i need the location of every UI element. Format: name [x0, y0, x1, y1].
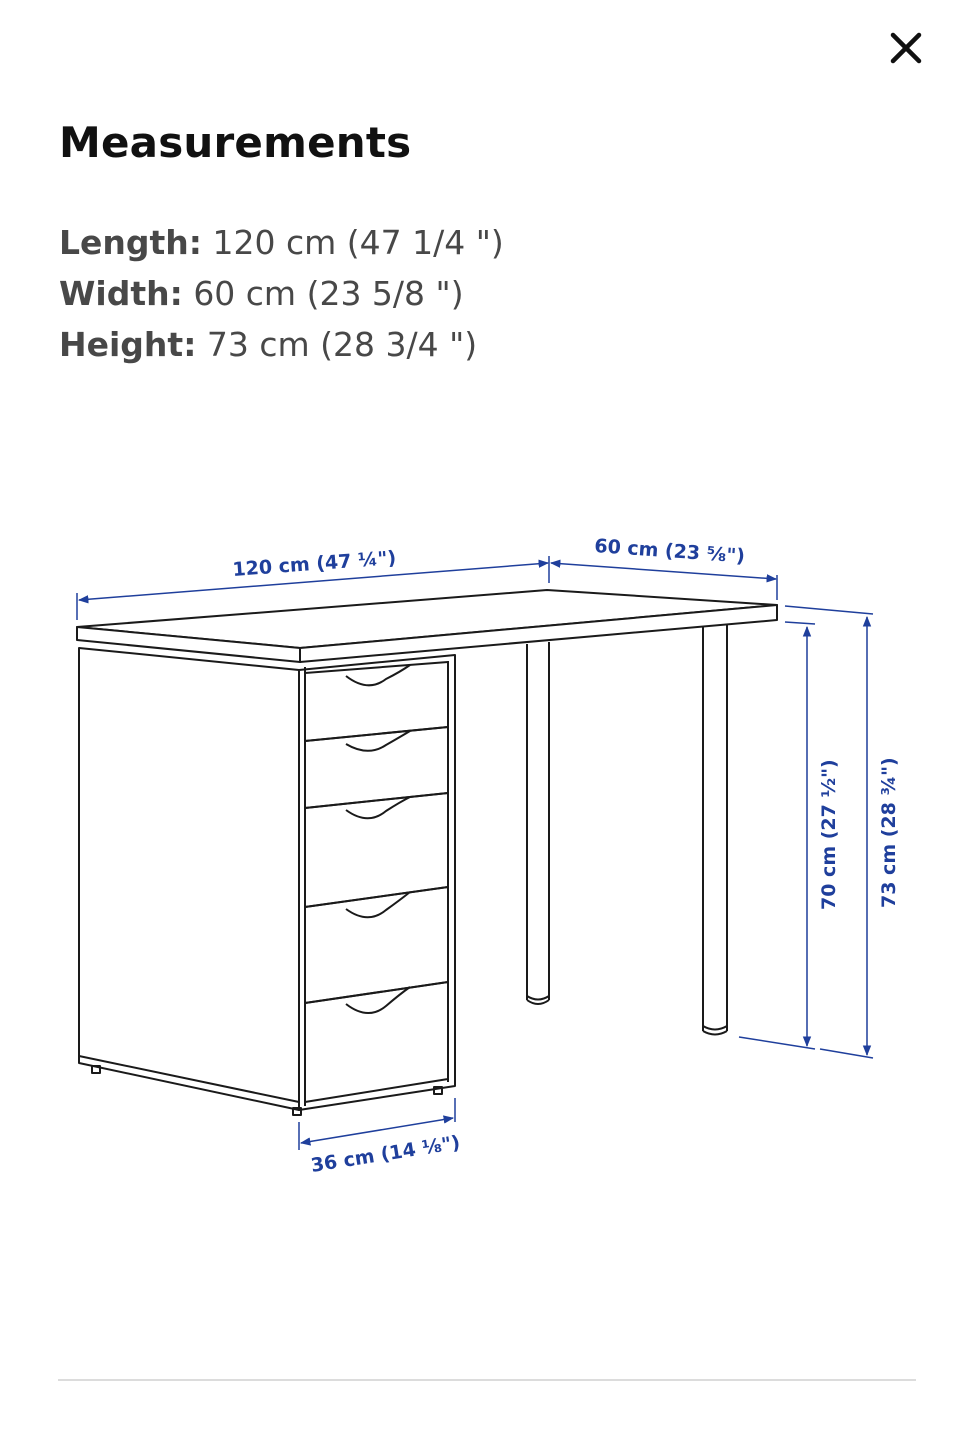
spec-length — [59, 217, 504, 268]
desk-drawing — [77, 590, 777, 1115]
spec-value: 120 cm (47 1/4 ") — [212, 223, 504, 262]
spec-value: 73 cm (28 3/4 ") — [206, 325, 478, 364]
front-leg — [703, 625, 727, 1035]
dimension-label-width: 60 cm (23 ⅝") — [593, 535, 746, 568]
cabinet-side — [79, 648, 299, 1110]
spec-value: 60 cm (23 5/8 ") — [193, 274, 464, 313]
dimension-label-leg-height: 70 cm (27 ½") — [818, 759, 840, 910]
desk-illustration — [0, 520, 974, 1220]
dimension-label-length: 120 cm (47 ¼") — [231, 547, 397, 581]
divider — [58, 1379, 916, 1381]
spec-label: Length: — [59, 223, 202, 262]
close-button[interactable] — [880, 22, 932, 74]
spec-label: Height: — [59, 325, 197, 364]
page-title: Measurements — [59, 118, 412, 167]
spec-label: Width: — [59, 274, 183, 313]
far-leg — [527, 642, 549, 1004]
measurements-list — [59, 217, 504, 370]
spec-height — [59, 319, 504, 370]
dimension-label-total-height: 73 cm (28 ¾") — [878, 757, 900, 908]
close-icon — [889, 31, 923, 65]
cabinet-front — [299, 655, 455, 1110]
spec-width — [59, 268, 504, 319]
dimension-diagram — [0, 520, 974, 1220]
dimension-label-drawer-width: 36 cm (14 ⅛") — [309, 1131, 462, 1177]
